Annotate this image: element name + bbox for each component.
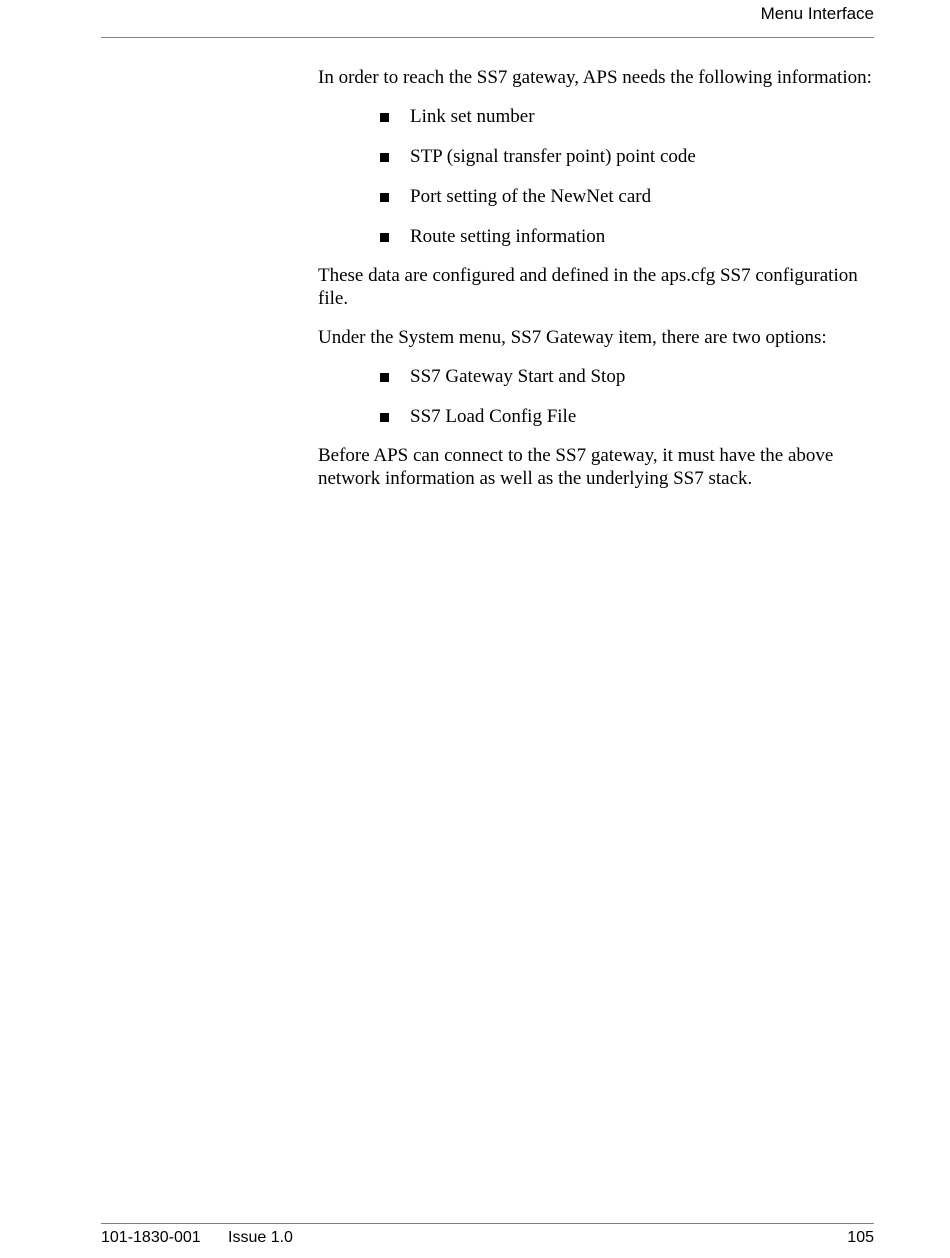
config-note-paragraph: These data are configured and defined in the aps.cfg SS7 configuration file. bbox=[318, 265, 858, 309]
list-item bbox=[318, 145, 878, 168]
list-item bbox=[318, 365, 878, 388]
list-item bbox=[318, 105, 878, 128]
menu-intro-paragraph: Under the System menu, SS7 Gateway item, there are two options: bbox=[318, 327, 827, 348]
list-item bbox=[318, 185, 878, 208]
page-number: 105 bbox=[847, 1229, 874, 1246]
footer-document-number: 101-1830-001 bbox=[101, 1229, 201, 1246]
list-item bbox=[318, 225, 878, 248]
footer-issue: Issue 1.0 bbox=[228, 1229, 293, 1246]
footer-divider bbox=[101, 1223, 874, 1224]
square-bullet-icon bbox=[380, 193, 389, 202]
list-item-text: SS7 Gateway Start and Stop bbox=[410, 366, 626, 387]
list-item bbox=[318, 405, 878, 428]
list-item-text: SS7 Load Config File bbox=[410, 406, 577, 427]
list-item-text: STP (signal transfer point) point code bbox=[410, 146, 696, 167]
list-item-text: Link set number bbox=[410, 106, 535, 127]
square-bullet-icon bbox=[380, 153, 389, 162]
intro-paragraph: In order to reach the SS7 gateway, APS needs the following information: bbox=[318, 67, 872, 88]
page-body bbox=[318, 66, 878, 506]
required-info-list bbox=[318, 105, 878, 248]
list-item-text: Route setting information bbox=[410, 226, 606, 247]
square-bullet-icon bbox=[380, 413, 389, 422]
square-bullet-icon bbox=[380, 373, 389, 382]
closing-paragraph: Before APS can connect to the SS7 gateway, it must have the above network information as well as the underlying SS7 stack. bbox=[318, 445, 834, 489]
header-divider bbox=[101, 37, 874, 38]
list-item-text: Port setting of the NewNet card bbox=[410, 186, 652, 207]
square-bullet-icon bbox=[380, 233, 389, 242]
square-bullet-icon bbox=[380, 113, 389, 122]
running-header-title: Menu Interface bbox=[760, 4, 874, 23]
menu-options-list bbox=[318, 365, 878, 428]
